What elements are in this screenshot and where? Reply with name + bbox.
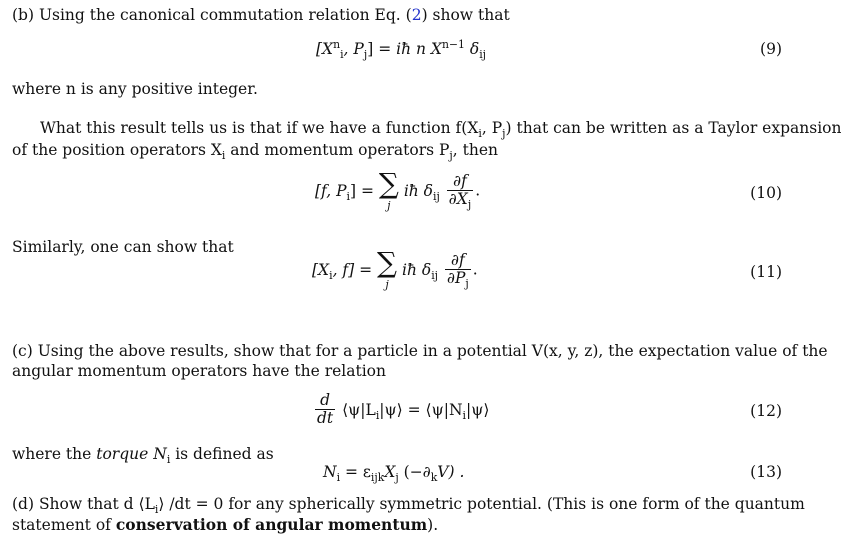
similarly-line: Similarly, one can show that — [12, 238, 234, 256]
eq11-frac-den: ∂P — [446, 269, 466, 287]
eq11-fraction — [445, 250, 471, 291]
part-d-line2-pre: statement of — [12, 516, 116, 534]
para-line1-sub-j: j — [502, 127, 506, 141]
para-line2-sub-j: j — [449, 149, 453, 163]
equation-10 — [315, 167, 481, 212]
part-c-line-2: angular momentum operators have the relation — [12, 362, 386, 380]
eq9-close: ] — [367, 40, 374, 58]
eq9-sup-nm1: n−1 — [441, 37, 465, 51]
where-n-line: where n is any positive integer. — [12, 80, 258, 98]
eq10-frac-den-sub: j — [467, 198, 472, 212]
part-b-intro-text: (b) Using the canonical commutation relation Eq. ( — [12, 6, 412, 24]
eq13-lhs-sub: i — [336, 471, 341, 485]
torque-symbol: N — [148, 445, 167, 463]
equation-reference-link[interactable]: 2 — [411, 6, 422, 24]
eq11-coef: iħ δ — [401, 260, 432, 279]
eq10-sum-symbol: ∑ — [378, 167, 399, 200]
equation-9-number: (9) — [760, 40, 782, 58]
eq10-coef: iħ δ — [403, 181, 434, 200]
eq10-end: . — [475, 181, 481, 200]
eq10-coef-sub: ij — [433, 189, 440, 203]
eq10-lhs: [f, P — [315, 181, 347, 200]
para-line1-end: ) that can be written as a Taylor expansion — [505, 119, 841, 137]
part-d-line-1 — [12, 493, 805, 517]
eq13-x: X — [384, 463, 396, 481]
paragraph-line-2 — [12, 139, 782, 161]
eq11-lhs-sub: i — [329, 268, 333, 282]
part-d-line1-pre: (d) Show that d ⟨L — [12, 495, 155, 513]
para-line2-sub-i: i — [221, 149, 226, 163]
eq9-sup-n: n — [333, 37, 341, 51]
eq13-x-sub: j — [395, 471, 399, 485]
equation-12 — [313, 392, 489, 427]
para-line2-end: , then — [452, 141, 499, 159]
equation-11 — [312, 246, 478, 291]
equation-10-number: (10) — [750, 184, 782, 202]
eq11-coef-sub: ij — [431, 268, 439, 282]
eq10-lhs-sub: i — [346, 189, 350, 203]
torque-line — [12, 443, 782, 465]
eq9-p: , P — [343, 40, 364, 58]
eq9-x: [X — [316, 40, 334, 58]
eq11-sum — [377, 246, 398, 291]
eq13-end: V) . — [437, 463, 465, 481]
part-c-line-1: (c) Using the above results, show that for a particle in a potential V(x, y, z), the expectation value of the — [12, 342, 828, 360]
torque-line-end: is defined as — [170, 445, 274, 463]
eq9-ihbar: iħ — [396, 40, 412, 58]
eq11-frac-den-sub: j — [465, 277, 469, 291]
eq12-frac-num: d — [315, 392, 335, 410]
eq10-sum — [378, 167, 399, 212]
part-b-intro-end: ) show that — [421, 6, 510, 24]
part-d-line2-end: ). — [427, 516, 439, 534]
eq9-equals: = — [373, 40, 397, 58]
paragraph-line-1 — [40, 117, 841, 141]
eq9-sub-ij: ij — [479, 48, 487, 62]
equation-9 — [316, 37, 487, 62]
eq11-lhs-close: , f] = — [332, 260, 378, 279]
conservation-phrase: conservation of angular momentum — [115, 515, 428, 534]
equation-13-number: (13) — [750, 463, 782, 481]
eq10-lhs-close: ] = — [349, 181, 379, 200]
eq12-lhs-sub: i — [375, 408, 380, 422]
eq11-end: . — [472, 260, 478, 279]
part-d-line1-sub: i — [154, 503, 159, 517]
eq13-equals: = ε — [340, 463, 371, 481]
part-b-intro — [12, 4, 782, 26]
part-d-line1-end: ⟩ /dt = 0 for any spherically symmetric potential. (This is one form of the quantum — [158, 495, 805, 513]
equation-11-number: (11) — [750, 263, 782, 281]
eq12-frac-den: dt — [317, 409, 334, 428]
eq10-sum-index: j — [387, 199, 391, 212]
eq9-delta: δ — [464, 40, 480, 58]
eq10-fraction — [447, 171, 473, 212]
para-line1-sub-i: i — [478, 127, 482, 141]
eq13-paren-sub: k — [430, 471, 438, 485]
eq12-lhs: ⟨ψ|L — [337, 400, 376, 419]
eq11-frac-num: ∂f — [445, 252, 471, 270]
para-line2-text: of the position operators X — [12, 141, 222, 159]
para-line1-text: What this result tells us is that if we have a function f(X — [40, 119, 479, 137]
eq12-middle: |ψ⟩ = ⟨ψ|N — [379, 400, 463, 419]
eq10-frac-den: ∂X — [448, 190, 468, 208]
eq9-n-x: n X — [411, 40, 442, 58]
eq9-sub-j: j — [363, 48, 368, 62]
part-d-line-2 — [12, 514, 782, 536]
eq12-rhs-close: |ψ⟩ — [466, 400, 490, 419]
eq9-sub-i: i — [340, 48, 344, 62]
eq10-frac-num: ∂f — [447, 173, 473, 191]
eq12-fraction — [315, 392, 335, 427]
eq11-sum-index: j — [385, 278, 389, 291]
eq13-paren: (−∂ — [398, 463, 431, 481]
torque-line-pre: where the — [12, 445, 97, 463]
para-line1-mid: , P — [481, 119, 503, 137]
eq11-lhs: [X — [312, 260, 330, 279]
eq11-sum-symbol: ∑ — [377, 246, 398, 279]
equation-12-number: (12) — [750, 402, 782, 420]
torque-sub: i — [166, 453, 171, 467]
para-line2-mid: and momentum operators P — [225, 141, 450, 159]
eq12-rhs-sub: i — [462, 408, 467, 422]
torque-word: torque — [96, 445, 149, 463]
eq13-lhs: N — [323, 463, 337, 481]
equation-13 — [323, 463, 465, 485]
eq13-eps-sub: ijk — [370, 471, 385, 485]
